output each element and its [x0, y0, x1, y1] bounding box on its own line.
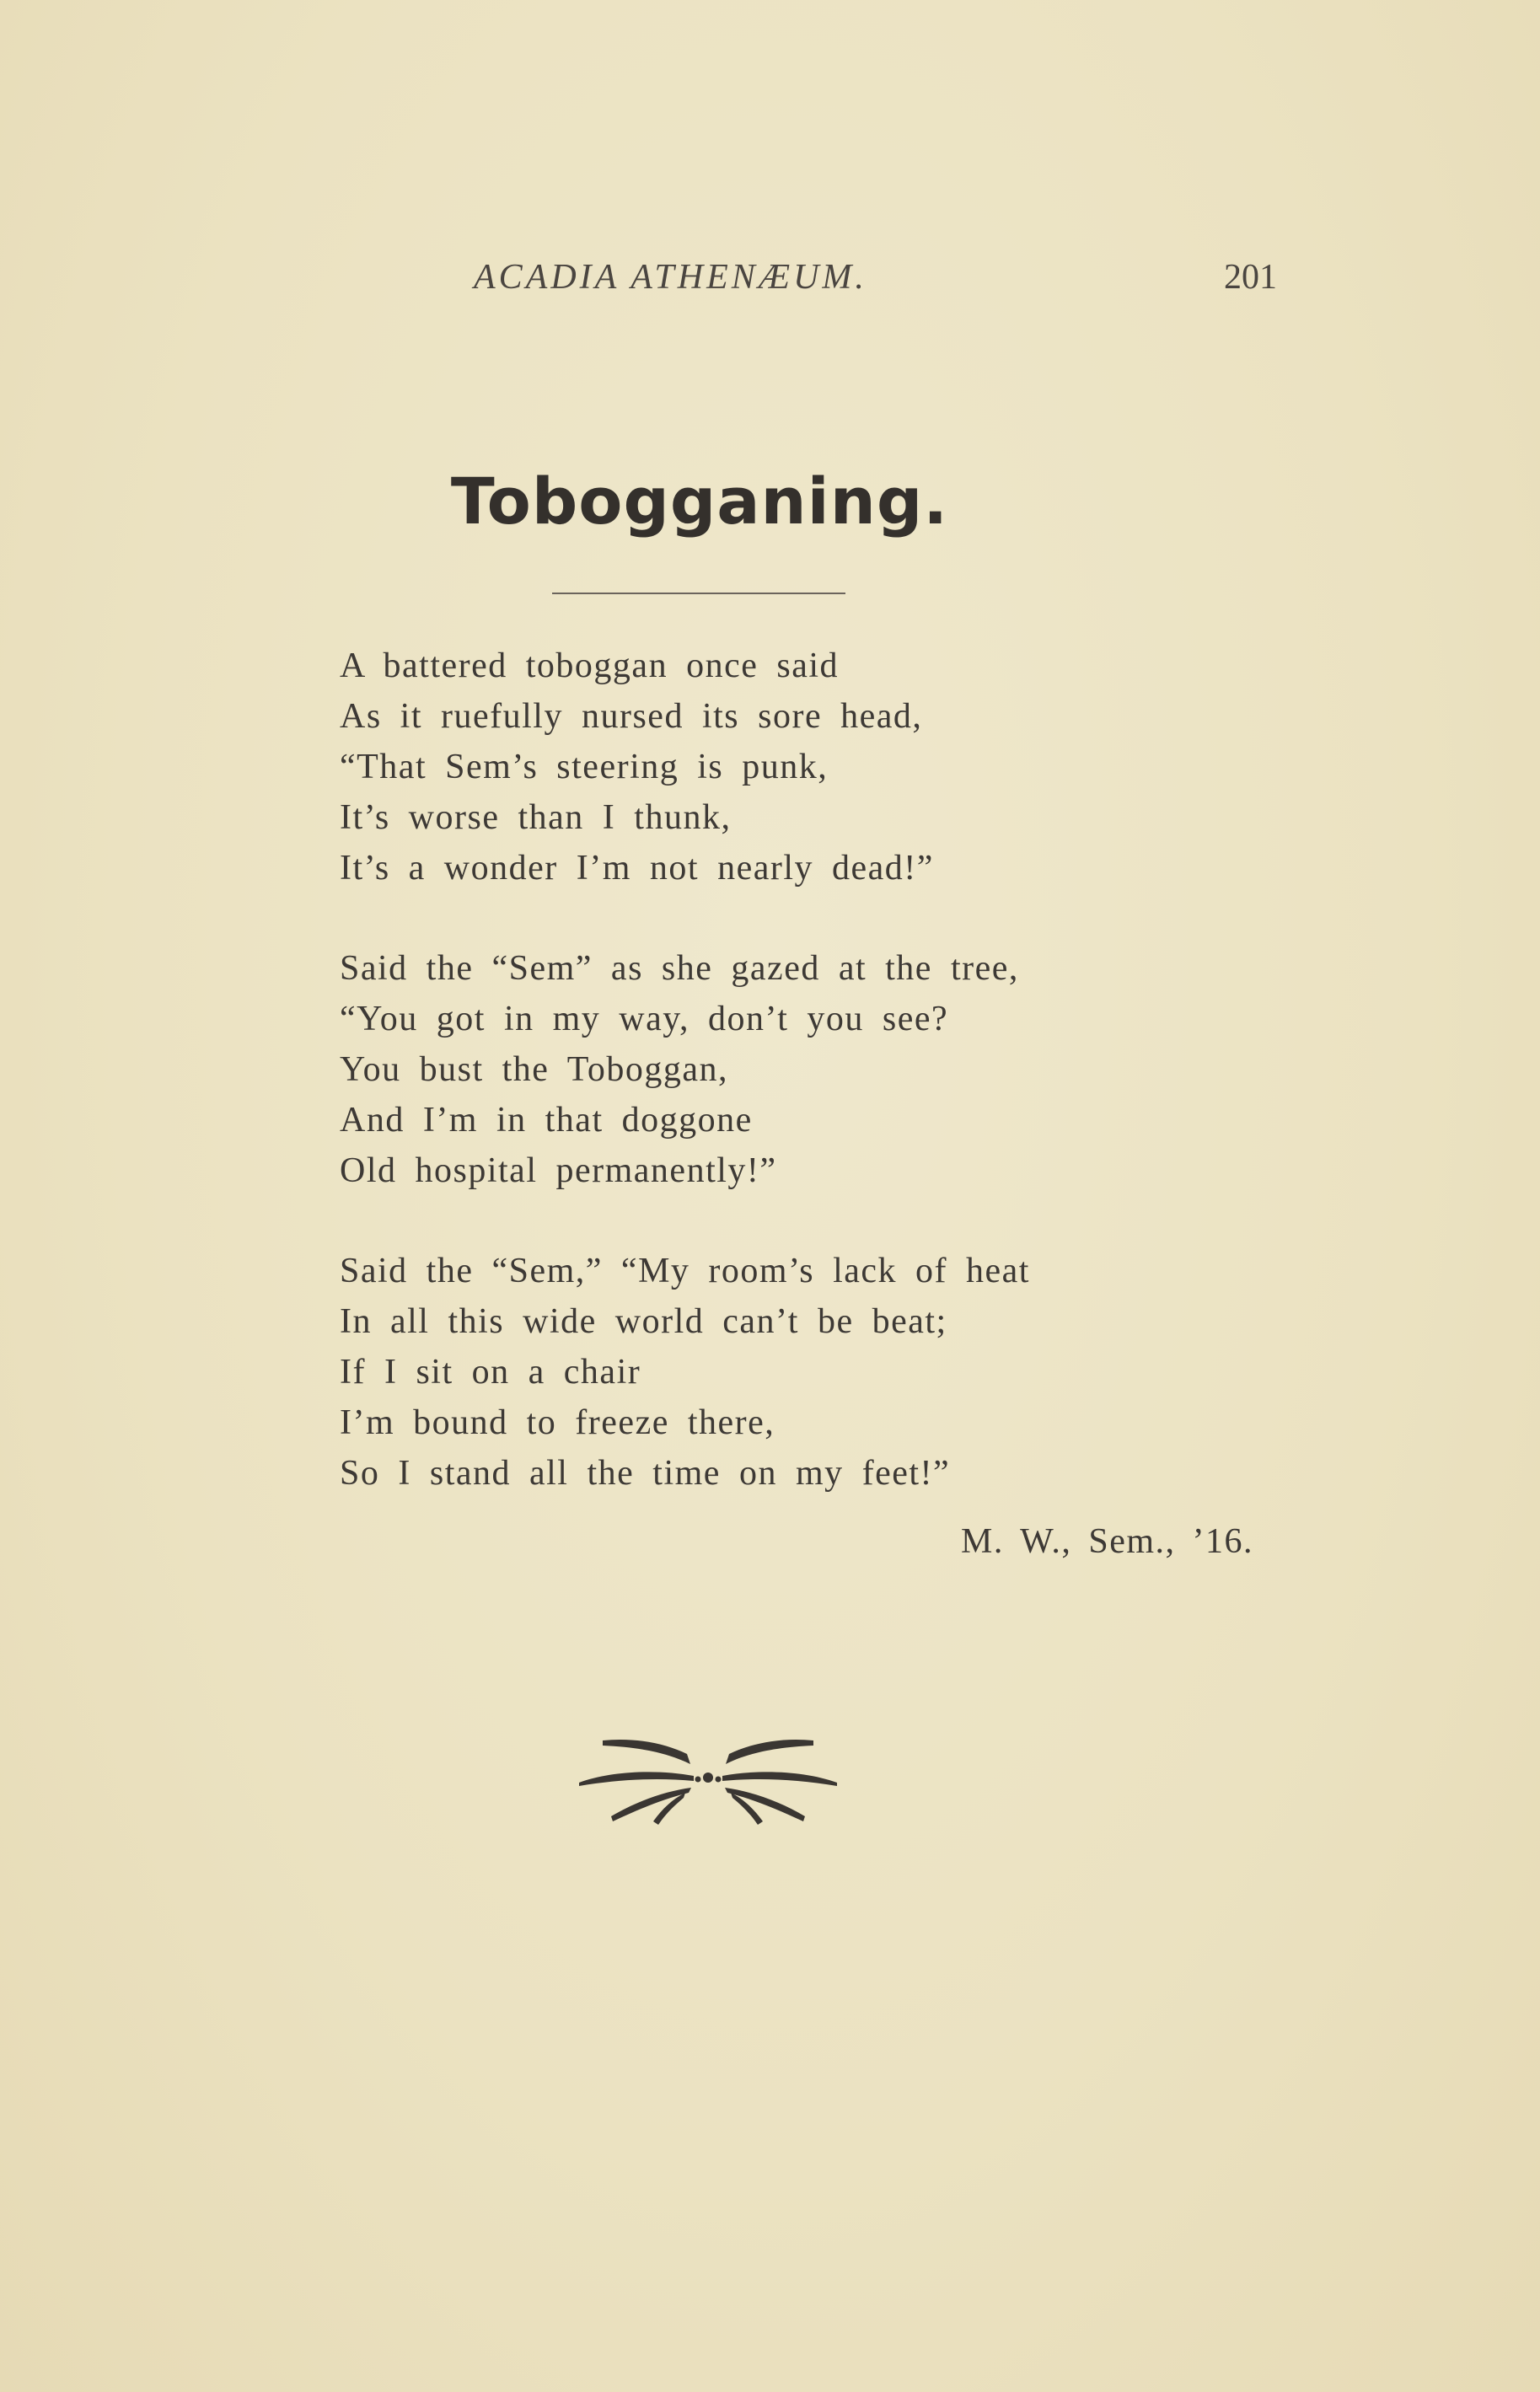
page-number: 201 [1224, 258, 1277, 297]
poem-line: Said the “Sem” as she gazed at the tree, [340, 949, 1019, 988]
poem-line: Old hospital permanently!” [340, 1151, 777, 1190]
author-signature: M. W., Sem., ’16. [961, 1522, 1254, 1561]
journal-title: ACADIA ATHENÆUM. [474, 258, 867, 297]
fleuron-ornament-icon [577, 1732, 839, 1833]
poem-line: “That Sem’s steering is punk, [340, 748, 829, 786]
stanza-1 [340, 641, 1183, 893]
poem-line: A battered toboggan once said [340, 646, 840, 685]
poem-line: Said the “Sem,” “My room’s lack of heat [340, 1252, 1030, 1290]
poem-line: If I sit on a chair [340, 1353, 641, 1392]
poem-title: Tobogganing. [450, 464, 949, 539]
poem-line: And I’m in that doggone [340, 1101, 753, 1140]
stanza-2 [340, 943, 1183, 1196]
poem-line: As it ruefully nursed its sore head, [340, 697, 923, 736]
title-divider [552, 593, 845, 594]
poem-line: It’s worse than I thunk, [340, 798, 732, 837]
poem-line: It’s a wonder I’m not nearly dead!” [340, 849, 934, 888]
poem-line: I’m bound to freeze there, [340, 1403, 775, 1442]
poem-line: So I stand all the time on my feet!” [340, 1454, 951, 1493]
poem-line: In all this wide world can’t be beat; [340, 1302, 947, 1341]
poem-line: “You got in my way, don’t you see? [340, 1000, 949, 1038]
running-header [0, 257, 1540, 308]
poem-body [340, 641, 1183, 1548]
stanza-3 [340, 1246, 1183, 1499]
poem-line: You bust the Toboggan, [340, 1050, 729, 1089]
